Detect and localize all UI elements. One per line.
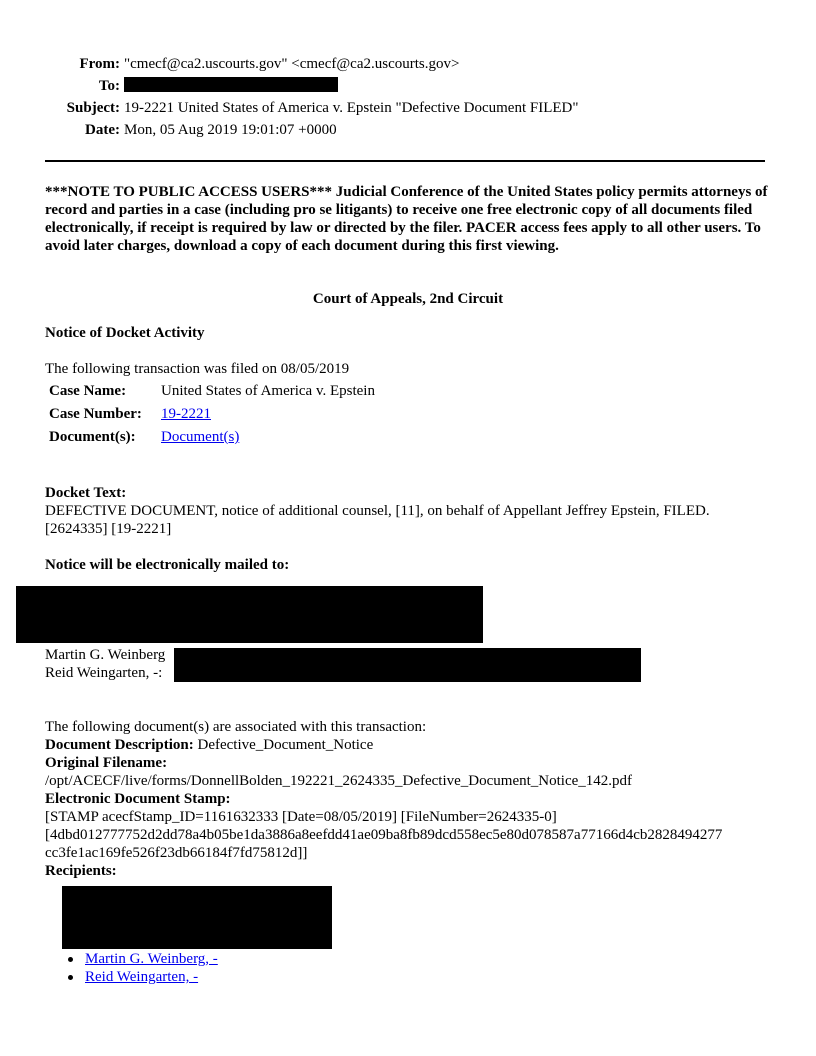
document-description-row (45, 736, 373, 754)
mailed-heading: Notice will be electronically mailed to: (45, 557, 290, 573)
documents-intro: The following document(s) are associated with this transaction: (45, 719, 427, 735)
date-label: Date: (85, 122, 120, 138)
documents-link[interactable]: Document(s) (161, 429, 240, 445)
list-bullet (68, 975, 73, 980)
mailed-recipient-1: Martin G. Weinberg (45, 647, 166, 663)
document-stamp-line-3: cc3fe1ac169fe526f23db66184f7fd75812d]] (45, 845, 308, 861)
original-filename-value: /opt/ACECF/live/forms/DonnellBolden_192221_2624335_Defective_Document_Notice_142.pdf (45, 773, 632, 789)
mailed-recipient-2: Reid Weingarten, -: (45, 665, 163, 681)
recipient-link[interactable]: Reid Weingarten, - (85, 969, 199, 985)
original-filename-label: Original Filename: (45, 755, 168, 771)
case-number-link[interactable]: 19-2221 (161, 406, 211, 422)
notice-heading: Notice of Docket Activity (45, 325, 205, 341)
documents-label: Document(s): (49, 429, 136, 445)
document-stamp-line-1: [STAMP acecfStamp_ID=1161632333 [Date=08/05/2019] [FileNumber=2624335-0] (45, 809, 557, 825)
document-stamp-line-2: [4dbd012777752d2dd78a4b05be1da3886a8eefdd41ae09ba8fb89dcd558ec5e80d078587a77166d4cb2828494277 (45, 827, 723, 843)
filed-line: The following transaction was filed on 08/05/2019 (45, 361, 350, 377)
subject-label: Subject: (66, 100, 120, 116)
docket-text: DEFECTIVE DOCUMENT, notice of additional counsel, [11], on behalf of Appellant Jeffrey Epstein, FILED. [2624335] [19-2221] (45, 503, 710, 537)
to-label: To: (98, 78, 120, 94)
mailed-recipient-redaction (174, 648, 641, 682)
mailed-redaction-block (16, 586, 483, 643)
recipient-link[interactable]: Martin G. Weinberg, - (85, 951, 218, 967)
case-number-label: Case Number: (49, 406, 142, 422)
docket-text-label: Docket Text: (45, 485, 127, 501)
list-bullet (68, 957, 73, 962)
date-value: Mon, 05 Aug 2019 19:01:07 +0000 (124, 122, 337, 138)
subject-value: 19-2221 United States of America v. Epstein "Defective Document FILED" (124, 100, 579, 116)
from-value: "cmecf@ca2.uscourts.gov" <cmecf@ca2.uscourts.gov> (124, 56, 460, 72)
recipients-label: Recipients: (45, 863, 117, 879)
case-name-value: United States of America v. Epstein (161, 383, 375, 399)
court-title: Court of Appeals, 2nd Circuit (312, 291, 504, 307)
to-redaction (124, 77, 338, 92)
header-divider (45, 160, 765, 162)
recipients-redaction (62, 886, 332, 949)
document-description-label: Document Description: (45, 737, 194, 753)
from-label: From: (79, 56, 120, 72)
public-access-note: ***NOTE TO PUBLIC ACCESS USERS*** Judicial Conference of the United States policy permits attorneys of record and parties in a case (including pro se litigants) to receive one free electronic copy of all documents filed electronically, if receipt is required by law or directed by the filer. PACER access fees apply to all other users. To avoid later charges, download a copy of each document during this first viewing. (45, 184, 768, 254)
document-description-value: Defective_Document_Notice (197, 737, 374, 753)
document-stamp-label: Electronic Document Stamp: (45, 791, 231, 807)
case-name-label: Case Name: (49, 383, 127, 399)
